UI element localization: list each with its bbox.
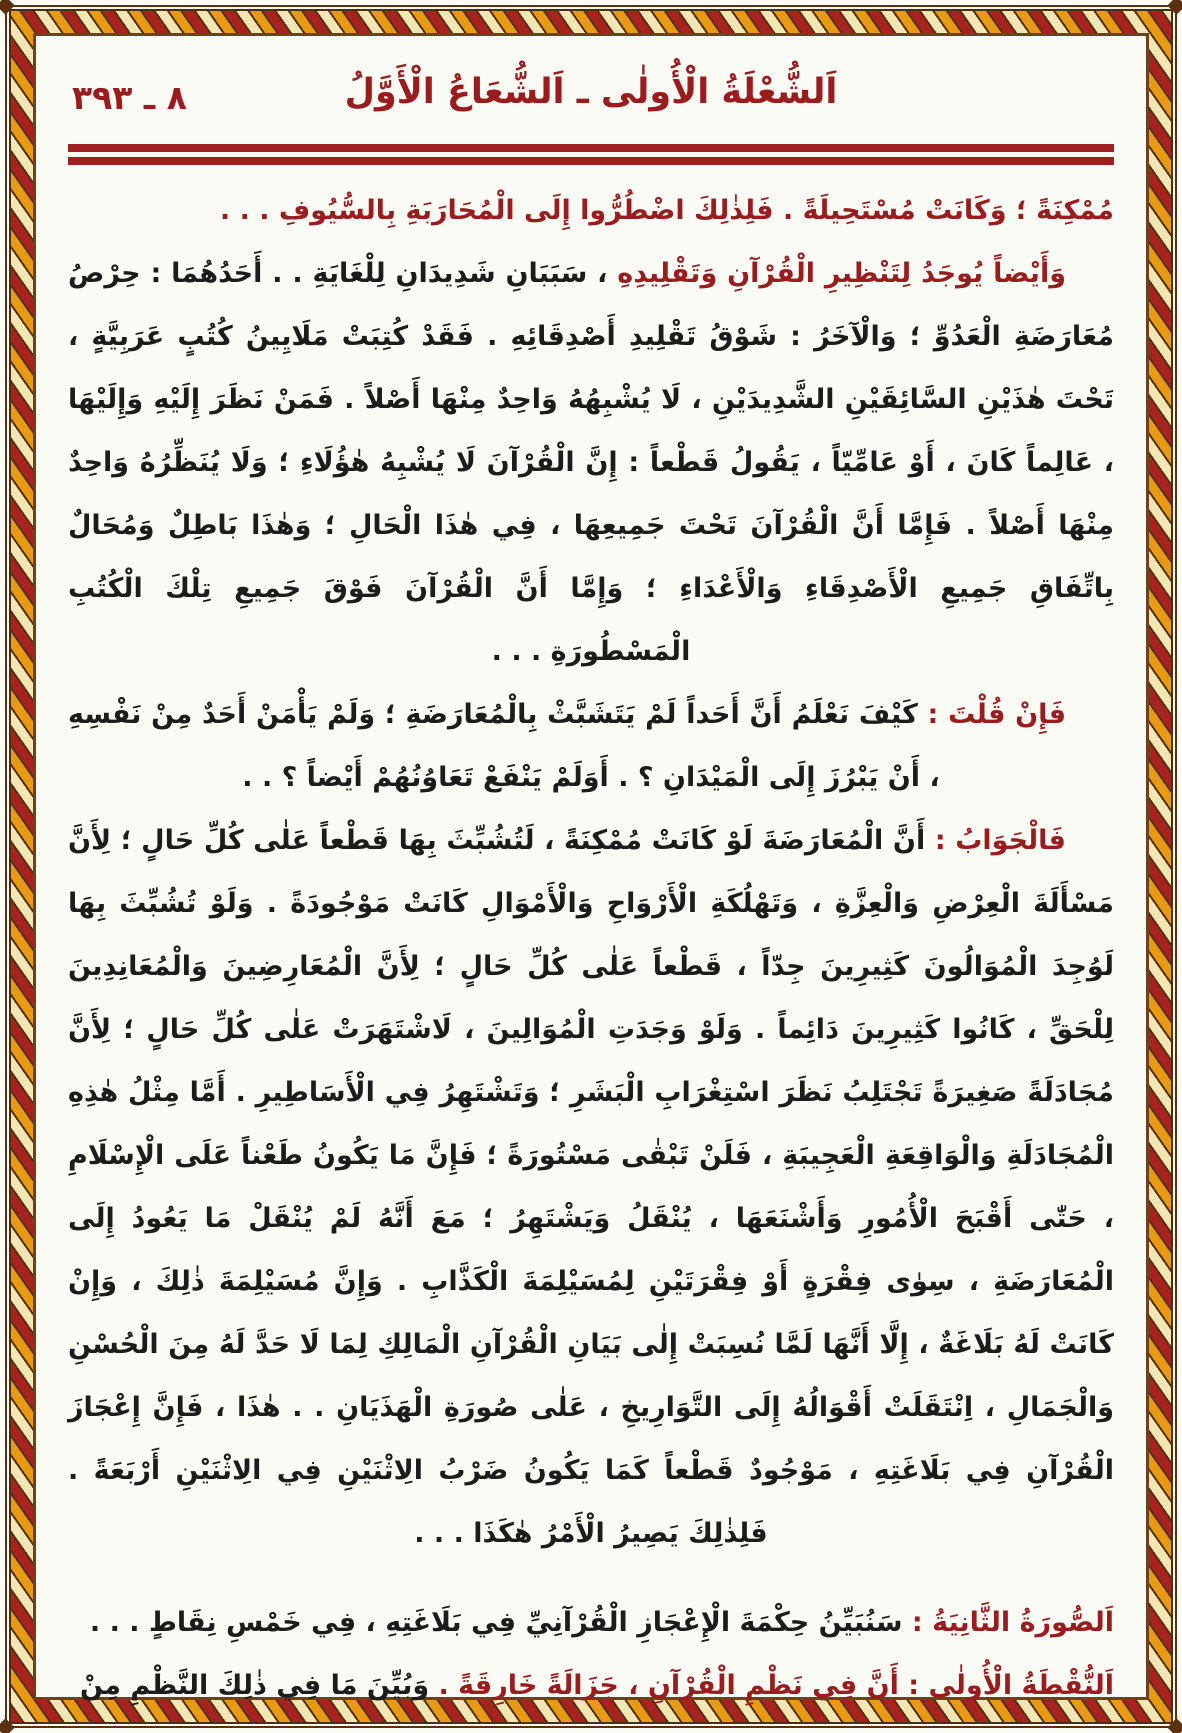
emphasis-text: اَلصُّورَةُ الثَّانِيَةُ :	[911, 1607, 1114, 1638]
body-text-segment: سَنُبَيِّنُ حِكْمَةَ الْإِعْجَازِ الْقُرْآنِيِّ فِي بَلَاغَتِهِ ، فِي خَمْسِ نِقَاطٍ . . .	[89, 1607, 912, 1638]
emphasis-text: فَإِنْ قُلْتَ :	[927, 699, 1067, 730]
body-text-segment: أَنَّ الْمُعَارَضَةَ لَوْ كَانَتْ مُمْكِنَةً ، لَتُشُبِّثَ بِهَا قَطْعاً عَلٰى كُلِّ حَالٍ ؛ لِأَنَّ مَسْأَلَةَ الْعِرْضِ وَالْعِزَّةِ ، وَتَهْلُكَةِ الْأَرْوَاحِ وَالْأَمْوَالِ كَانَتْ مَوْجُودَةً . وَلَوْ تُشُبِّثَ بِهَا لَوُجِدَ الْمُوَالُونَ كَثِيرِينَ جِدّاً ، قَطْعاً عَلٰى كُلِّ حَالٍ ؛ لِأَنَّ الْمُعَارِضِينَ وَالْمُعَانِدِينَ لِلْحَقِّ ، كَانُوا كَثِيرِينَ دَائِماً . وَلَوْ وَجَدَتِ الْمُوَالِينَ ، لَاشْتَهَرَتْ عَلٰى كُلِّ حَالٍ ؛ لِأَنَّ مُجَادَلَةً صَغِيرَةً تَجْتَلِبُ نَظَرَ اسْتِغْرَابِ الْبَشَرِ ؛ وَتَشْتَهِرُ فِي الْأَسَاطِيرِ . أَمَّا مِثْلُ هٰذِهِ الْمُجَادَلَةِ وَالْوَاقِعَةِ الْعَجِيبَةِ ، فَلَنْ تَبْقٰى مَسْتُورَةً ؛ فَإِنَّ مَا يَكُونُ طَعْناً عَلَى الْإِسْلَامِ ، حَتّٰى أَقْبَحَ الْأُمُورِ وَأَشْنَعَهَا ، يُنْقَلُ وَيَشْتَهِرُ ؛ مَعَ أَنَّهُ لَمْ يُنْقَلْ مَا يَعُودُ إِلَى الْمُعَارَضَةِ ، سِوٰى فِقْرَةٍ أَوْ فِقْرَتَيْنِ لِمُسَيْلِمَةَ الْكَذَّابِ . وَإِنَّ مُسَيْلِمَةَ ذٰلِكَ ، وَإِنْ كَانَتْ لَهُ بَلَاغَةٌ ، إِلَّا أَنَّهَا لَمَّا نُسِبَتْ إِلٰى بَيَانِ الْقُرْآنِ الْمَالِكِ لِمَا لَا حَدَّ لَهُ مِنَ الْحُسْنِ وَالْجَمَالِ ، اِنْتَقَلَتْ أَقْوَالُهُ إِلَى التَّوَارِيخِ ، عَلٰى صُورَةِ الْهَذَيَانِ . . هٰذَا ، فَإِنَّ إِعْجَازَ الْقُرْآنِ فِي بَلَاغَتِهِ ، مَوْجُودٌ قَطْعاً كَمَا يَكُونُ ضَرْبُ الِاثْنَيْنِ فِي الِاثْنَيْنِ أَرْبَعَةً . فَلِذٰلِكَ يَصِيرُ الْأَمْرُ هٰكَذَا . . .	[68, 825, 1114, 1549]
page-content	[68, 0, 1114, 1701]
paragraph	[68, 1591, 1114, 1654]
paragraph	[68, 809, 1114, 1565]
page-number: ٨ ـ ٣٩٣	[72, 78, 187, 117]
chapter-title: اَلشُّعْلَةُ الْأُولٰى ـ اَلشُّعَاعُ الْأَوَّلُ	[344, 72, 838, 112]
paragraph	[68, 683, 1114, 809]
header-rule	[68, 144, 1114, 165]
paragraph	[68, 179, 1114, 242]
emphasis-text: وَأَيْضاً يُوجَدُ لِتَنْظِيرِ الْقُرْآنِ وَتَقْلِيدِهِ	[617, 258, 1066, 289]
body-text	[68, 179, 1114, 1717]
body-text-segment: كَيْفَ نَعْلَمُ أَنَّ أَحَداً لَمْ يَتَشَبَّثْ بِالْمُعَارَضَةِ ؛ وَلَمْ يَأْمَنْ أَحَدٌ مِنْ نَفْسِهِ ، أَنْ يَبْرُزَ إِلَى الْمَيْدَانِ ؟ . أَوَلَمْ يَنْفَعْ تَعَاوُنُهُمْ أَيْضاً ؟ . .	[68, 699, 940, 793]
body-text-segment: ، سَبَبَانِ شَدِيدَانِ لِلْغَايَةِ . . أَحَدُهُمَا : حِرْصُ مُعَارَضَةِ الْعَدُوِّ ؛ وَالْآخَرُ : شَوْقُ تَقْلِيدِ أَصْدِقَائِهِ . فَقَدْ كُتِبَتْ مَلَايِينُ كُتُبٍ عَرَبِيَّةٍ ، تَحْتَ هٰذَيْنِ السَّائِقَيْنِ الشَّدِيدَيْنِ ، لَا يُشْبِهُهُ وَاحِدٌ مِنْهَا أَصْلاً . فَمَنْ نَظَرَ إِلَيْهِ وَإِلَيْهَا ، عَالِماً كَانَ ، أَوْ عَامِّيّاً ، يَقُولُ قَطْعاً : إِنَّ الْقُرْآنَ لَا يُشْبِهُ هٰؤُلَاءِ ؛ وَلَا يُنَظِّرُهُ وَاحِدٌ مِنْهَا أَصْلاً . فَإِمَّا أَنَّ الْقُرْآنَ تَحْتَ جَمِيعِهَا ، فِي هٰذَا الْحَالِ ؛ وَهٰذَا بَاطِلٌ وَمُحَالٌ بِاتِّفَاقِ جَمِيعِ الْأَصْدِقَاءِ وَالْأَعْدَاءِ ؛ وَإِمَّا أَنَّ الْقُرْآنَ فَوْقَ جَمِيعِ تِلْكَ الْكُتُبِ الْمَسْطُورَةِ . . .	[68, 258, 1114, 667]
emphasis-text: فَالْجَوَابُ :	[934, 825, 1066, 856]
emphasis-text: اَلنُّقْطَةُ الْأُولٰى : أَنَّ فِي نَظْمِ الْقُرْآنِ ، جَزَالَةً خَارِقَةً .	[438, 1670, 1114, 1701]
emphasis-text: مُمْكِنَةً ؛ وَكَانَتْ مُسْتَحِيلَةً . فَلِذٰلِكَ اضْطُرُّوا إِلَى الْمُحَارَبَةِ بِالسُّيُوفِ . . .	[219, 195, 1114, 226]
page-header	[68, 72, 1114, 132]
body-text-segment: وَبُيِّنَ مَا فِي ذٰلِكَ النَّظْمِ مِنْ	[79, 1670, 439, 1701]
paragraph	[68, 242, 1114, 683]
paragraph	[68, 1654, 1114, 1717]
